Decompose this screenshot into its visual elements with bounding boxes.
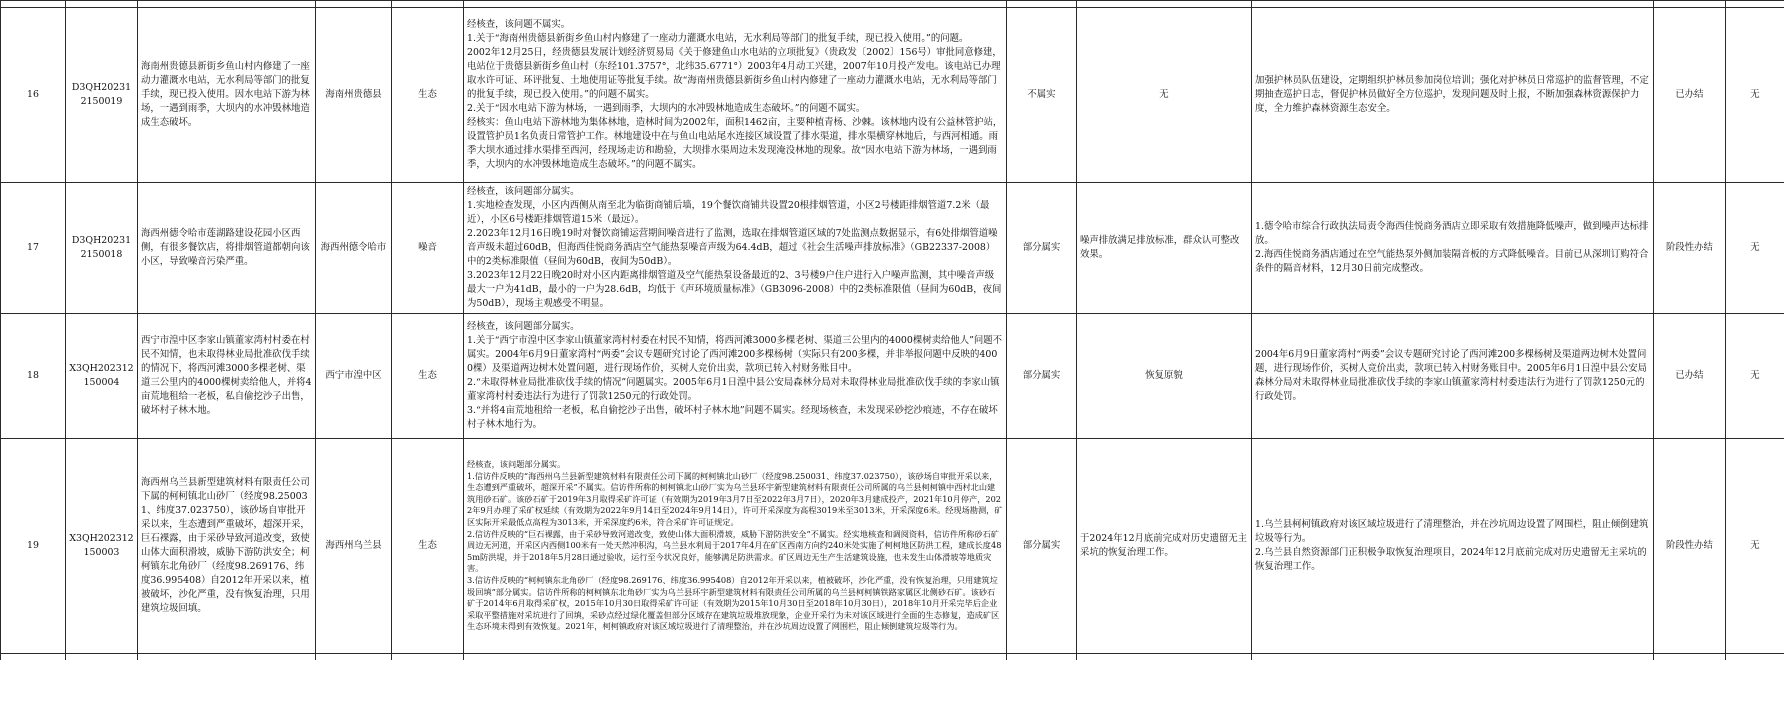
status: 已办结: [1654, 314, 1726, 439]
row-number: 16: [1, 8, 66, 183]
admin-area: 海西州德令哈市: [316, 183, 392, 314]
rectification-measures: [1252, 314, 1654, 439]
table-top-edge: [1, 1, 1784, 8]
rectification-measures-line: 加强护林员队伍建设，定期组织护林员参加岗位培训；强化对护林员日常巡护的监督管理，不定期抽查巡护日志，督促护林员做好全方位巡护，发现问题及时上报，不断加强森林资源保护力度，全力维护森林资源生态安全。: [1255, 75, 1649, 114]
pollution-type: 生态: [392, 314, 464, 439]
table-row: [1, 439, 1784, 654]
handling-result: 于2024年12月底前完成对历史遗留无主采坑的恢复治理工作。: [1077, 439, 1252, 654]
investigation-detail: [464, 314, 1007, 439]
investigation-detail-line: 1.信访件反映的“海西州乌兰县新型建筑材料有限责任公司下属的柯柯镇北山砂厂（经度98.250031、纬度37.023750），该砂场自审批开采以来，生态遭到严重破坏，超深开采”不属实。信访件所称的柯柯镇北山砂厂实为乌兰县环宇新型建筑材料有限责任公司所属的乌兰县柯柯镇中西村北山建筑用砂石矿。该砂石矿于2019年3月取得采矿许可证（有效期为2019年3月7日至2022年3月7日），2020年3月建成投产，2021年10月停产，2022年9月办理了采矿权延续（有效期为2022年9月14日至2024年9月14日），许可开采深度为高程3019米至3013米，开采深度6米。经现场勘测，矿区实际开采最低点高程为3013米，开采深度约6米，符合采矿许可证规定。: [467, 470, 1003, 528]
handling-result: 噪声排放满足排放标准，群众认可整改效果。: [1077, 183, 1252, 314]
rectification-measures: [1252, 8, 1654, 183]
investigation-detail-line: 2.信访件反映的“巨石裸露，由于采砂导致河道改变，致使山体大面积滑坡，威胁下游防洪安全”不属实。经实地核查和调阅资料，信访件所称砂石矿周边无河道，开采区内西侧100米有一处天然冲积沟，乌兰县水利局于2017年4月在矿区西南方向约240米处实施了柯柯地区防洪工程，建成长度485m防洪堤，并于2018年5月28日通过验收，运行至今状况良好，能够满足防洪需求。矿区周边无生产生活建筑设施，也未发生山体滑坡等地质灾害。: [467, 528, 1002, 574]
investigation-detail-line: 经核实：鱼山电站下游林地为集体林地，造林时间为2002年，面积1462亩，主要种植青杨、沙棘。该林地内设有公益林管护站，设置管护员1名负责日常管护工作。林地建设中在与鱼山电站尾水连接区域设置了排水渠道，排水渠横穿林地后，与西河相通。雨季大坝水通过排水渠排至西河，经现场走访和勘验，大坝排水渠周边未发现淹没林地的现象。故“因水电站下游为林场，一遇到雨季，大坝内的水冲毁林地造成生态破坏。”的问题不属实。: [467, 117, 1003, 170]
investigation-detail-line: 3.2023年12月22日晚20时对小区内距离排烟管道及空气能热泵设备最近的2、3号楼9户住户进行入户噪声监测，其中噪音声级最大一户为41dB，最小的一户为28.6dB，均低于《声环境质量标准》（GB3096-2008）中的2类标准限值（昼间为60dB，夜间为50dB），现场主观感受不明显。: [467, 270, 1002, 309]
investigation-detail-line: 2002年12月25日，经贵德县发展计划经济贸易局《关于修建鱼山水电站的立项批复》（贵政发〔2002〕156号）审批同意修建，电站位于贵德县新街乡鱼山村（东经101.3757°，北纬35.6771°）2003年4月动工兴建，2007年10月投产发电。该电站已办理取水许可证、环评批复、土地使用证等批复手续。故“海南州贵德县新街乡鱼山村内修建了一座动力灌溉水电站，无水利局等部门的批复手续，现已投入使用。”的问题不属实。: [467, 47, 1002, 100]
table-row: [1, 8, 1784, 183]
accountability: 无: [1726, 314, 1784, 439]
status: 阶段性办结: [1654, 439, 1726, 654]
table-body: [1, 1, 1784, 661]
accountability: 无: [1726, 8, 1784, 183]
pollution-type: 噪音: [392, 183, 464, 314]
investigation-detail-line: 2.2023年12月16日晚19时对餐饮商铺运营期间噪音进行了监测，选取在排烟管道区域的7处监测点数据显示，有6处排烟管道噪音声级未超过60dB，但海西佳悦商务酒店空气能热泵噪音声级为64.4dB，超过《社会生活噪声排放标准》（GB22337-2008）中的2类标准限值（昼间为60dB，夜间为50dB）。: [467, 228, 998, 267]
rectification-measures: [1252, 439, 1654, 654]
investigation-detail-line: 经核查，该问题部分属实。: [467, 186, 580, 197]
investigation-detail-line: 3.“并将4亩荒地租给一老板，私自偷挖沙子出售，破坏村子林木地”问题不属实。经现场核查，未发现采砂挖沙痕迹，不存在破坏村子林木地行为。: [467, 405, 998, 430]
rectification-measures-line: 2.海西佳悦商务酒店通过在空气能热泵外侧加装隔音板的方式降低噪音。目前已从深圳订购符合条件的隔音材料，12月30日前完成整改。: [1255, 249, 1649, 274]
investigation-detail-line: 3.信访件反映的“柯柯镇东北角砂厂（经度98.269176、纬度36.995408）自2012年开采以来，植被破坏，沙化严重，没有恢复治理，只用建筑垃圾回填”部分属实。信访件所称的柯柯镇东北角砂厂实为乌兰县环宇新型建筑材料有限责任公司所属的乌兰县柯柯镇铁路家属区北侧砂石矿。该砂石矿于2014年6月取得采矿权，2015年10月30日取得采矿许可证（有效期为2015年10月30日至2018年10月30日），2018年10月开采完毕后企业采取平整措施对采坑进行了回填，采砂点经过绿化覆盖但部分区域存在建筑垃圾堆放现象，企业开采行为未对该区域进行全面的生态修复，造成矿区生态环境未得到有效恢复。2021年，柯柯镇政府对该区域垃圾进行了清理整治，并在沙坑周边设置了网围栏，阻止倾倒建筑垃圾等行为。: [467, 574, 1000, 632]
rectification-measures-line: 2004年6月9日董家湾村“两委”会议专题研究讨论了西河滩200多棵杨树及渠道两边树木处置问题，进行现场作价，买树人竞价出卖，款项已转入村财务账目中。2005年6月1日湟中县公安局森林分局对未取得林业局批准砍伐手续的李家山镇董家湾村村委违法行为进行了罚款1250元的行政处罚。: [1255, 349, 1648, 402]
investigation-detail: [464, 439, 1007, 654]
pollution-type: 生态: [392, 439, 464, 654]
investigation-detail-line: 2.“未取得林业局批准砍伐手续的情况”问题属实。2005年6月1日湟中县公安局森林分局对未取得林业局批准砍伐手续的李家山镇董家湾村村委违法行为进行了罚款1250元的行政处罚。: [467, 377, 1000, 402]
row-number: 19: [1, 439, 66, 654]
status: 阶段性办结: [1654, 183, 1726, 314]
table-bottom-edge: [1, 654, 1784, 661]
case-code: X3QH202312150003: [66, 439, 138, 654]
accountability: 无: [1726, 183, 1784, 314]
complaint-content: 西宁市湟中区李家山镇董家湾村村委在村民不知情，也未取得林业局批准砍伐手续的情况下，将西河滩3000多棵老树、渠道三公里内的4000棵树卖给他人，并将4亩荒地租给一老板，私自偷挖沙子出售，破坏村子林木地。: [138, 314, 316, 439]
investigation-detail-line: 经核查，该问题部分属实。: [467, 459, 566, 470]
table-row: [1, 183, 1784, 314]
row-number: 18: [1, 314, 66, 439]
handling-result: 无: [1077, 8, 1252, 183]
rectification-measures-line: 2.乌兰县自然资源部门正积极争取恢复治理项目，2024年12月底前完成对历史遗留无主采坑的恢复治理工作。: [1255, 547, 1647, 572]
table-row: [1, 314, 1784, 439]
status: 已办结: [1654, 8, 1726, 183]
complaint-content: 海西州德令哈市莲湖路建设花园小区西侧，有很多餐饮店，将排烟管道都朝向该小区，导致噪音污染严重。: [138, 183, 316, 314]
rectification-measures-line: 1.德令哈市综合行政执法局责令海西佳悦商务酒店立即采取有效措施降低噪声，做到噪声达标排放。: [1255, 221, 1649, 246]
case-code: D3QH202312150018: [66, 183, 138, 314]
investigation-detail: [464, 183, 1007, 314]
row-number: 17: [1, 183, 66, 314]
investigation-detail-line: 1.实地检查发现，小区内西侧从南至北为临街商铺后墙，19个餐饮商铺共设置20根排烟管道，小区2号楼距排烟管道7.2米（最近），小区6号楼距排烟管道15米（最远）。: [467, 200, 990, 225]
verdict: 部分属实: [1007, 439, 1077, 654]
investigation-detail-line: 2.关于“因水电站下游为林场，一遇到雨季，大坝内的水冲毁林地造成生态破坏。”的问题不属实。: [467, 103, 866, 114]
case-code: X3QH202312150004: [66, 314, 138, 439]
rectification-measures: [1252, 183, 1654, 314]
verdict: 部分属实: [1007, 183, 1077, 314]
investigation-detail-line: 经核查，该问题部分属实。: [467, 321, 580, 332]
verdict: 不属实: [1007, 8, 1077, 183]
investigation-detail-line: 1.关于“海南州贵德县新街乡鱼山村内修建了一座动力灌溉水电站，无水利局等部门的批复手续，现已投入使用。”的问题。: [467, 33, 969, 44]
investigation-detail-line: 1.关于“西宁市湟中区李家山镇董家湾村村委在村民不知情，将西河滩3000多棵老树、渠道三公里内的4000棵树卖给他人”问题不属实。2004年6月9日董家湾村“两委”会议专题研究讨论了西河滩200多棵杨树（实际只有200多棵，并非举报问题中反映的4000棵）及渠道两边树木处置问题，进行现场作价，买树人竞价出卖，款项已转入村财务账目中。: [467, 335, 1003, 374]
pollution-type: 生态: [392, 8, 464, 183]
investigation-detail-line: 经核查，该问题不属实。: [467, 19, 571, 30]
admin-area: 海西州乌兰县: [316, 439, 392, 654]
handling-result: 恢复原貌: [1077, 314, 1252, 439]
verdict: 部分属实: [1007, 314, 1077, 439]
accountability: 无: [1726, 439, 1784, 654]
case-code: D3QH202312150019: [66, 8, 138, 183]
investigation-detail: [464, 8, 1007, 183]
admin-area: 西宁市湟中区: [316, 314, 392, 439]
complaint-content: 海西州乌兰县新型建筑材料有限责任公司下属的柯柯镇北山砂厂（经度98.250031、纬度37.023750），该砂场自审批开采以来，生态遭到严重破坏，超深开采，巨石裸露，由于采砂导致河道改变，致使山体大面积滑坡，威胁下游防洪安全；柯柯镇东北角砂厂（经度98.269176、纬度36.995408）自2012年开采以来，植被破坏，沙化严重，没有恢复治理，只用建筑垃圾回填。: [138, 439, 316, 654]
rectification-measures-line: 1.乌兰县柯柯镇政府对该区域垃圾进行了清理整治，并在沙坑周边设置了网围栏，阻止倾倒建筑垃圾等行为。: [1255, 519, 1649, 544]
admin-area: 海南州贵德县: [316, 8, 392, 183]
complaint-content: 海南州贵德县新街乡鱼山村内修建了一座动力灌溉水电站，无水利局等部门的批复手续，现已投入使用。因水电站下游为林场，一遇到雨季，大坝内的水冲毁林地造成生态破坏。: [138, 8, 316, 183]
